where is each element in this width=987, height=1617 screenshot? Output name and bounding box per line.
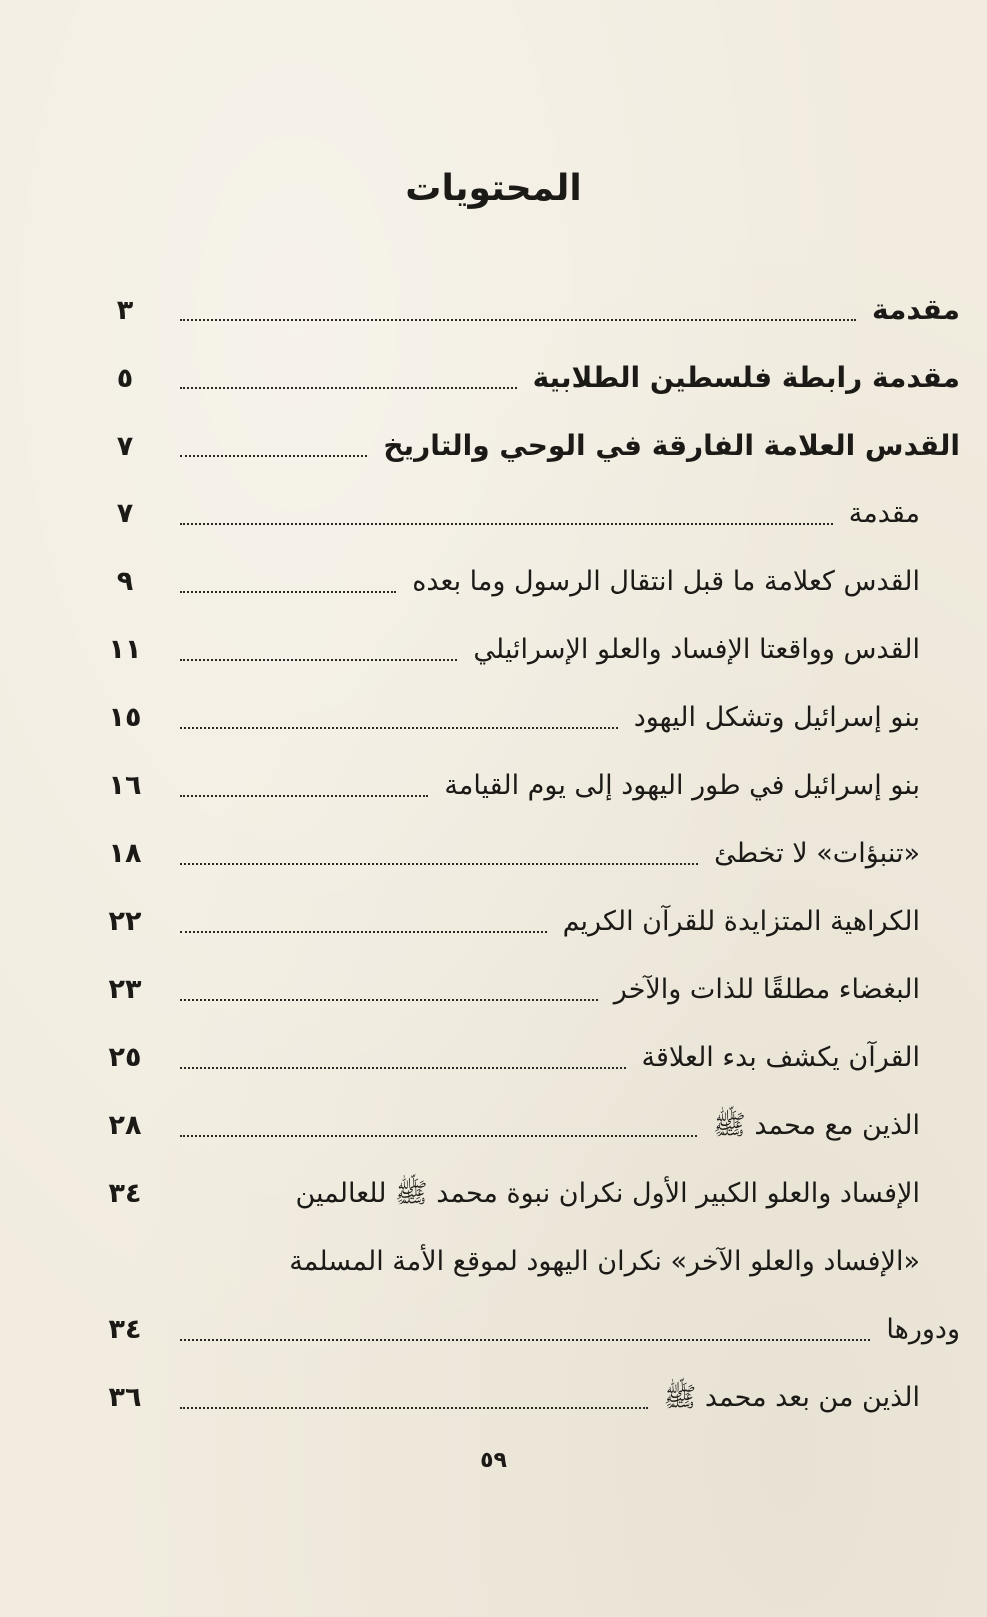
toc-entry-label: البغضاء مطلقًا للذات والآخر xyxy=(613,974,920,1005)
toc-entry-page: ٢٣ xyxy=(108,974,142,1005)
toc-entry-page: ٣٦ xyxy=(108,1382,142,1413)
toc-entry xyxy=(100,820,960,888)
toc-entry-label: القدس كعلامة ما قبل انتقال الرسول وما بعده xyxy=(412,566,920,597)
toc-entry xyxy=(100,1024,960,1092)
toc-entry-label: الإفساد والعلو الكبير الأول نكران نبوة محمد ﷺ للعالمين xyxy=(295,1178,920,1209)
toc-entry-label: «تنبؤات» لا تخطئ xyxy=(714,838,920,869)
dot-leader xyxy=(180,863,698,865)
dot-leader xyxy=(180,931,547,933)
toc-entry xyxy=(100,1364,960,1432)
toc-entry-label: بنو إسرائيل في طور اليهود إلى يوم القيامة xyxy=(444,770,920,801)
toc-entry-label: «الإفساد والعلو الآخر» نكران اليهود لموقع الأمة المسلمة xyxy=(289,1246,920,1277)
toc-entry-page: ١٥ xyxy=(108,702,142,733)
toc-entry-label: القرآن يكشف بدء العلاقة xyxy=(641,1042,920,1073)
toc-entry-label: الكراهية المتزايدة للقرآن الكريم xyxy=(562,906,920,937)
dot-leader xyxy=(180,591,396,593)
toc-entry xyxy=(100,684,960,752)
toc-entry-page: ١١ xyxy=(108,634,142,665)
dot-leader xyxy=(180,455,367,457)
toc-entry xyxy=(100,412,960,480)
toc-entry-page: ٧ xyxy=(116,498,134,529)
page-number: ٥٩ xyxy=(480,1448,507,1473)
toc-entry-page: ٣٤ xyxy=(108,1178,142,1209)
toc-entry xyxy=(100,1092,960,1160)
toc-entry-label: بنو إسرائيل وتشكل اليهود xyxy=(633,702,920,733)
toc-entry xyxy=(100,276,960,344)
toc-entry-label: القدس وواقعتا الإفساد والعلو الإسرائيلي xyxy=(473,634,920,665)
dot-leader xyxy=(180,523,833,525)
dot-leader xyxy=(180,1067,626,1069)
toc-entry xyxy=(100,616,960,684)
toc-entry-page: ٥ xyxy=(116,363,134,394)
page-title: المحتويات xyxy=(405,168,582,209)
table-of-contents xyxy=(100,276,960,1432)
toc-entry-page: ١٦ xyxy=(108,770,142,801)
toc-entry-label: مقدمة رابطة فلسطين الطلابية xyxy=(532,361,960,394)
dot-leader xyxy=(180,727,618,729)
dot-leader xyxy=(180,387,517,389)
toc-entry-page: ٢٥ xyxy=(108,1042,142,1073)
toc-entry-page: ٧ xyxy=(116,431,134,462)
toc-entry-label: الذين من بعد محمد ﷺ xyxy=(663,1382,920,1413)
toc-entry-page: ١٨ xyxy=(108,838,142,869)
dot-leader xyxy=(180,795,428,797)
toc-entry-page: ٢٢ xyxy=(108,906,142,937)
dot-leader xyxy=(180,1407,648,1409)
toc-entry-label: الذين مع محمد ﷺ xyxy=(713,1110,920,1141)
toc-entry xyxy=(100,888,960,956)
toc-entry xyxy=(100,752,960,820)
toc-entry xyxy=(100,480,960,548)
toc-entry-page: ٣٤ xyxy=(108,1314,142,1345)
dot-leader xyxy=(180,319,856,321)
dot-leader xyxy=(180,1135,697,1137)
toc-entry xyxy=(100,956,960,1024)
toc-entry-label: مقدمة xyxy=(872,293,960,326)
toc-entry-label: ودورها xyxy=(886,1314,960,1345)
toc-entry-label: القدس العلامة الفارقة في الوحي والتاريخ xyxy=(383,429,960,462)
toc-entry-page: ٢٨ xyxy=(108,1110,142,1141)
toc-entry xyxy=(100,344,960,412)
dot-leader xyxy=(180,999,598,1001)
toc-entry-page: ٩ xyxy=(116,566,134,597)
toc-entry xyxy=(100,1228,960,1296)
toc-entry-page: ٣ xyxy=(116,295,134,326)
dot-leader xyxy=(180,659,457,661)
toc-entry xyxy=(100,1160,960,1228)
dot-leader xyxy=(180,1339,870,1341)
toc-entry-label: مقدمة xyxy=(848,498,920,529)
toc-entry xyxy=(100,548,960,616)
toc-entry xyxy=(100,1296,960,1364)
